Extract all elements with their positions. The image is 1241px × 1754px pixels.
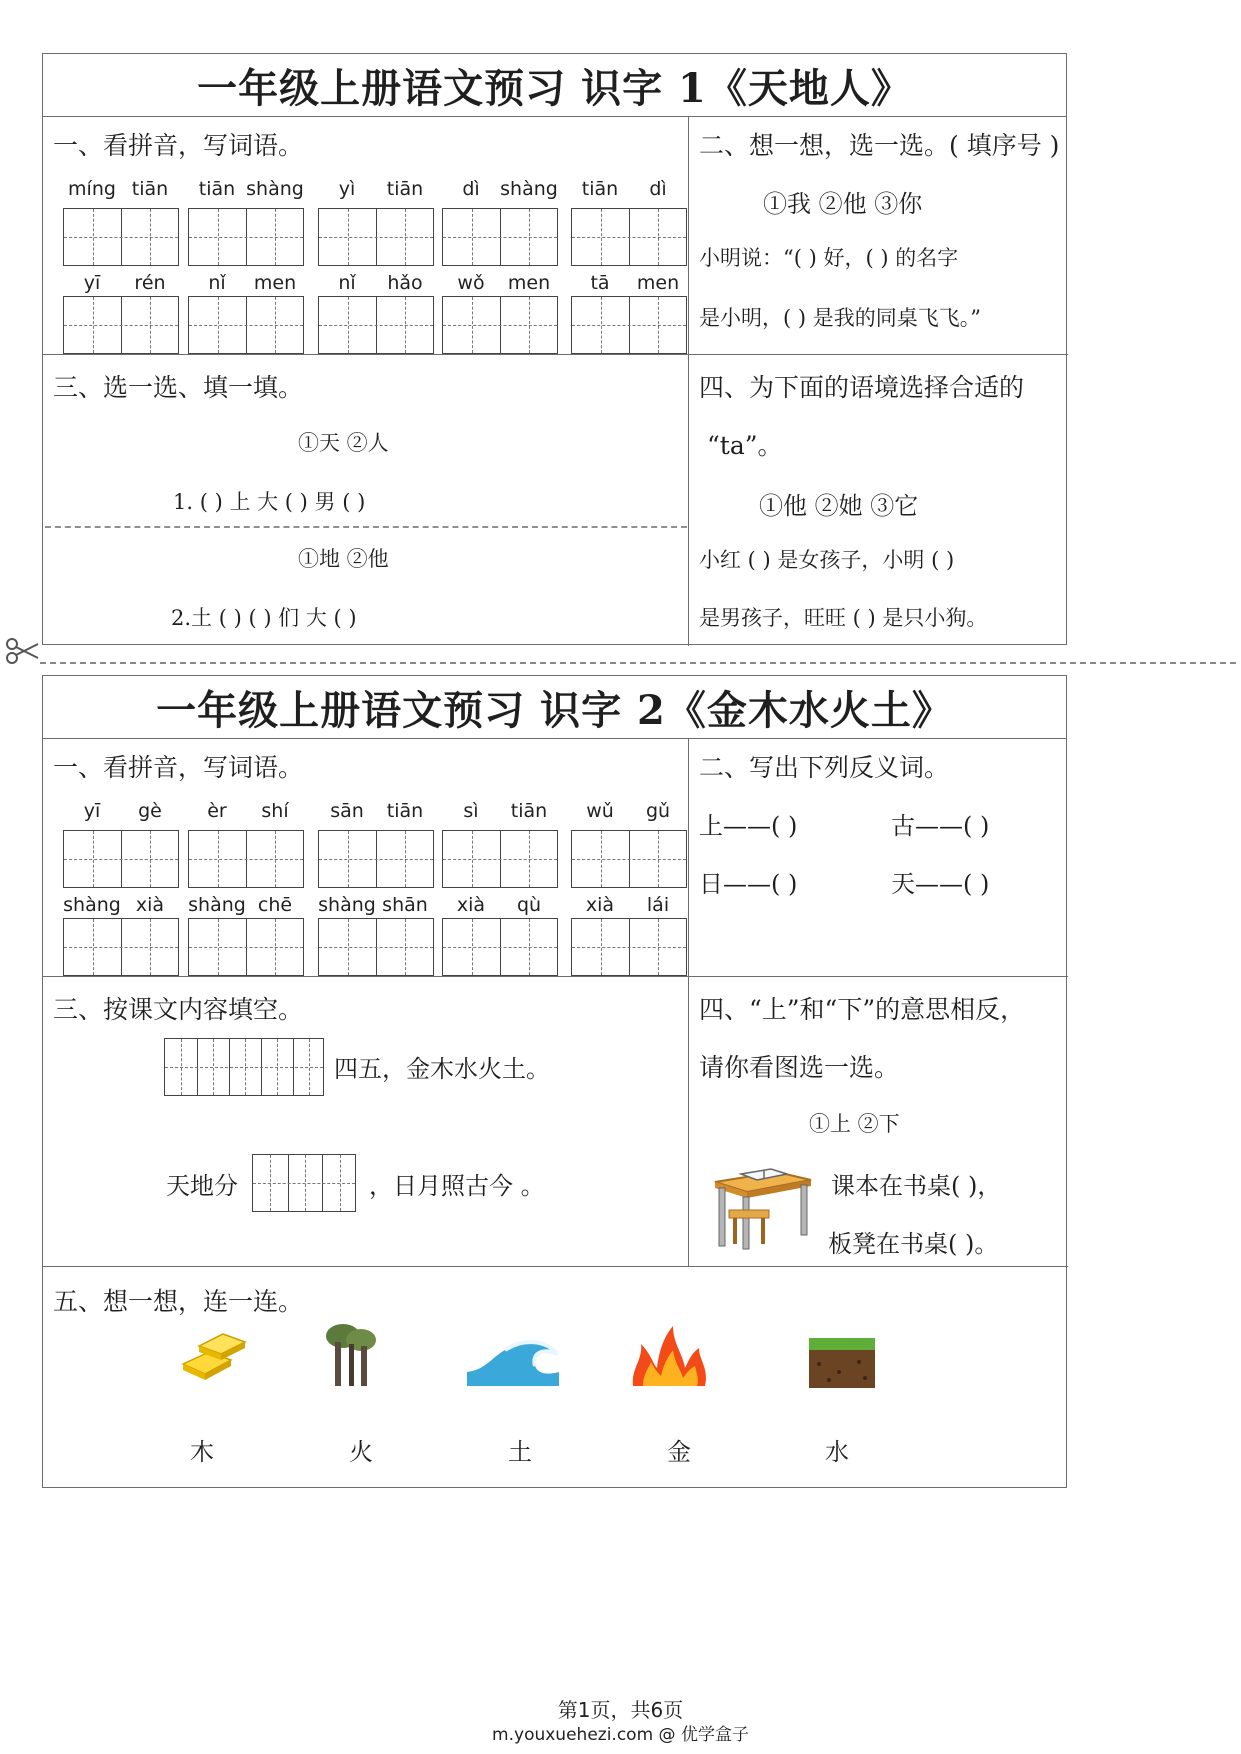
writing-grid[interactable] xyxy=(188,918,304,976)
worksheet-2-title: 一年级上册语文预习 识字 2《金木水火土》 xyxy=(43,676,1066,739)
pinyin-label: xià xyxy=(456,894,486,916)
ws1-q3-options2: ①地 ②他 xyxy=(298,547,389,571)
wave-icon xyxy=(465,1328,561,1390)
writing-grid[interactable] xyxy=(442,208,558,266)
pinyin-label: nǐ xyxy=(208,272,226,294)
worksheet-1-title: 一年级上册语文预习 识字 1《天地人》 xyxy=(43,54,1066,117)
pinyin-label: qù xyxy=(516,894,542,916)
writing-grid[interactable] xyxy=(571,830,687,888)
ws1-q4-line1[interactable]: 小红 ( ) 是女孩子，小明 ( ) xyxy=(699,548,955,572)
pinyin-label: tiān xyxy=(510,800,548,822)
ws1-q4-line2[interactable]: 是男孩子，旺旺 ( ) 是只小狗。 xyxy=(699,606,988,630)
divider xyxy=(688,738,689,1266)
writing-grid[interactable] xyxy=(63,830,179,888)
divider xyxy=(43,354,1068,355)
writing-grid[interactable] xyxy=(188,830,304,888)
pinyin-label: dì xyxy=(462,178,480,200)
pinyin-label: nǐ xyxy=(338,272,356,294)
pinyin-label: tiān xyxy=(386,178,424,200)
pinyin-label: tiān xyxy=(198,178,236,200)
divider xyxy=(43,976,1068,977)
ws2-q2-heading: 二、写出下列反义词。 xyxy=(699,753,950,782)
ws1-q3-line2[interactable]: 2.土 ( ) ( ) 们 大 ( ) xyxy=(171,606,357,630)
ws1-q1-heading: 一、看拼音，写词语。 xyxy=(53,131,304,160)
pinyin-label: shàng xyxy=(318,894,376,916)
ws2-q4-line1[interactable]: 课本在书桌( )， xyxy=(831,1172,1002,1200)
ws1-q4-heading-2: “ta”。 xyxy=(707,431,783,460)
writing-grid[interactable] xyxy=(318,830,434,888)
ws2-q3-line1: 四五，金木水火土。 xyxy=(334,1055,550,1083)
ws1-q2-options: ①我 ②他 ③你 xyxy=(763,190,923,218)
pinyin-label: rén xyxy=(134,272,166,294)
ws2-q4-heading-2: 请你看图选一选。 xyxy=(699,1053,900,1082)
pinyin-label: lái xyxy=(646,894,670,916)
pinyin-label: sì xyxy=(463,800,479,822)
ws2-antonym-3[interactable]: 日——( ) xyxy=(699,870,798,898)
ws2-q4-heading: 四、“上”和“下”的意思相反， xyxy=(699,995,1026,1024)
ws2-q4-options: ①上 ②下 xyxy=(809,1112,900,1136)
pinyin-label: shān xyxy=(382,894,428,916)
ws2-antonym-2[interactable]: 古——( ) xyxy=(891,812,990,840)
pinyin-label: èr xyxy=(207,800,227,822)
writing-grid[interactable] xyxy=(318,296,434,354)
pinyin-label: wǔ xyxy=(586,800,614,822)
pinyin-label: shàng xyxy=(63,894,121,916)
worksheet-1 xyxy=(42,53,1067,645)
pinyin-label: sān xyxy=(330,800,364,822)
ws1-q4-heading: 四、为下面的语境选择合适的 xyxy=(699,373,1025,402)
pinyin-label: yī xyxy=(83,800,101,822)
match-word-5[interactable]: 水 xyxy=(825,1438,849,1466)
pinyin-label: yī xyxy=(83,272,101,294)
writing-grid[interactable] xyxy=(63,296,179,354)
gold-bars-icon xyxy=(179,1324,249,1388)
divider xyxy=(43,1266,1068,1267)
cut-line xyxy=(40,662,1236,664)
trees-icon xyxy=(323,1322,379,1392)
match-word-3[interactable]: 土 xyxy=(508,1438,532,1466)
writing-grid[interactable] xyxy=(442,830,558,888)
divider xyxy=(688,116,689,646)
pinyin-label: xià xyxy=(135,894,165,916)
pinyin-label: wǒ xyxy=(457,272,485,294)
writing-cells-5[interactable] xyxy=(164,1038,324,1096)
writing-grid[interactable] xyxy=(63,918,179,976)
writing-grid[interactable] xyxy=(188,296,304,354)
ws2-antonym-4[interactable]: 天——( ) xyxy=(891,870,990,898)
ws1-q2-line2[interactable]: 是小明，( ) 是我的同桌飞飞。” xyxy=(699,306,981,330)
scissors-icon xyxy=(4,636,40,670)
pinyin-label: shí xyxy=(261,800,289,822)
writing-grid[interactable] xyxy=(571,918,687,976)
writing-grid[interactable] xyxy=(318,208,434,266)
ws1-q3-line1[interactable]: 1. ( ) 上 大 ( ) 男 ( ) xyxy=(173,490,366,514)
writing-grid[interactable] xyxy=(442,296,558,354)
pinyin-label: shàng xyxy=(246,178,304,200)
dashed-divider xyxy=(45,526,687,528)
pinyin-label: tiān xyxy=(131,178,169,200)
ws2-q3-line2b: ，日月照古今 。 xyxy=(369,1172,545,1200)
writing-grid[interactable] xyxy=(318,918,434,976)
ws2-antonym-1[interactable]: 上——( ) xyxy=(699,812,798,840)
pinyin-label: men xyxy=(636,272,680,294)
match-word-2[interactable]: 火 xyxy=(349,1438,373,1466)
pinyin-label: xià xyxy=(585,894,615,916)
writing-grid[interactable] xyxy=(571,208,687,266)
ws2-q3-line2a: 天地分 xyxy=(166,1172,238,1200)
ws1-q4-options: ①他 ②她 ③它 xyxy=(759,492,919,520)
fire-icon xyxy=(629,1324,721,1390)
ws2-q3-heading: 三、按课文内容填空。 xyxy=(53,995,304,1024)
pinyin-label: dì xyxy=(649,178,667,200)
ws2-q5-heading: 五、想一想，连一连。 xyxy=(53,1287,304,1316)
pinyin-label: gǔ xyxy=(645,800,671,822)
ws1-q3-options1: ①天 ②人 xyxy=(298,431,389,455)
pinyin-label: shàng xyxy=(188,894,246,916)
pinyin-label: míng xyxy=(68,178,116,200)
pinyin-label: men xyxy=(507,272,551,294)
soil-icon xyxy=(809,1338,875,1392)
pinyin-label: tiān xyxy=(581,178,619,200)
site-watermark: m.youxuehezi.com @ 优学盒子 xyxy=(492,1725,749,1745)
pinyin-label: shàng xyxy=(500,178,558,200)
pinyin-label: tā xyxy=(590,272,610,294)
writing-grid[interactable] xyxy=(188,208,304,266)
ws2-q1-heading: 一、看拼音，写词语。 xyxy=(53,753,304,782)
pinyin-label: gè xyxy=(138,800,162,822)
ws2-q4-line2[interactable]: 板凳在书桌( )。 xyxy=(828,1230,999,1258)
pinyin-label: chē xyxy=(257,894,293,916)
ws1-q2-heading: 二、想一想，选一选。( 填序号 ) xyxy=(699,131,1060,160)
desk-with-book-icon xyxy=(707,1144,817,1256)
writing-grid[interactable] xyxy=(442,918,558,976)
ws1-q3-heading: 三、选一选、填一填。 xyxy=(53,373,304,402)
pinyin-label: tiān xyxy=(386,800,424,822)
writing-grid[interactable] xyxy=(571,296,687,354)
match-word-4[interactable]: 金 xyxy=(667,1438,691,1466)
match-word-1[interactable]: 木 xyxy=(190,1438,214,1466)
ws1-q2-line1[interactable]: 小明说：“( ) 好，( ) 的名字 xyxy=(699,246,959,270)
writing-grid[interactable] xyxy=(63,208,179,266)
worksheet-2 xyxy=(42,675,1067,1488)
pinyin-label: hǎo xyxy=(387,272,423,294)
pinyin-label: men xyxy=(253,272,297,294)
writing-cells-3[interactable] xyxy=(252,1154,356,1212)
page-number: 第1页，共6页 xyxy=(557,1698,684,1722)
pinyin-label: yì xyxy=(338,178,356,200)
